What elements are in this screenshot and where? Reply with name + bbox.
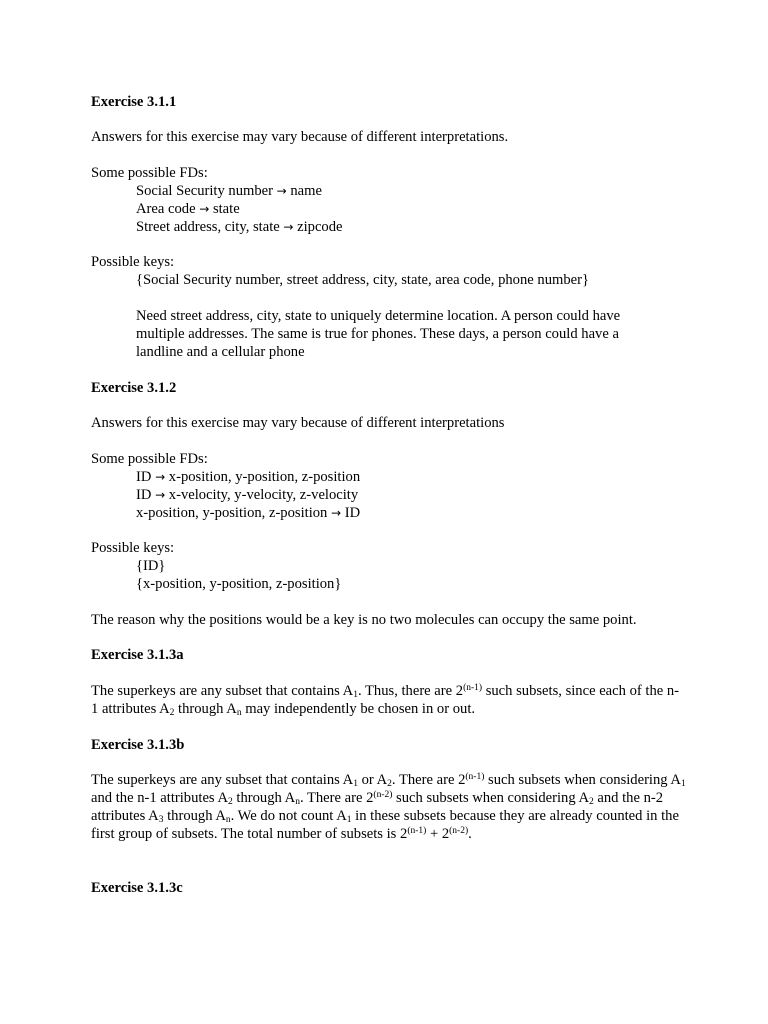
exercise-heading: Exercise 3.1.3b bbox=[91, 737, 185, 753]
fd-item: Area code → state bbox=[136, 200, 240, 217]
keys-label: Possible keys: bbox=[91, 254, 175, 270]
arrow-icon: → bbox=[331, 505, 342, 520]
arrow-icon: → bbox=[199, 201, 210, 216]
exercise-heading: Exercise 3.1.1 bbox=[91, 94, 177, 110]
key-item: {x-position, y-position, z-position} bbox=[136, 576, 342, 592]
fd-list bbox=[91, 469, 736, 523]
paragraph: The reason why the positions would be a key is no two molecules can occupy the same point. bbox=[91, 612, 637, 628]
paragraph: The superkeys are any subset that contains $A_1$. Thus, there are 2$^{(n-1)}$ such subsets, since each of the n-1 attributes $A_2$ through $A_n$ may independently be chosen in or out. bbox=[91, 683, 680, 718]
fd-item: Street address, city, state → zipcode bbox=[136, 218, 343, 235]
fds-label: Some possible FDs: bbox=[91, 451, 208, 467]
paragraph: Answers for this exercise may vary because of different interpretations. bbox=[91, 129, 509, 145]
paragraph: Answers for this exercise may vary because of different interpretations bbox=[91, 415, 505, 431]
exercise-heading: Exercise 3.1.2 bbox=[91, 380, 177, 396]
fd-item: ID → x-position, y-position, z-position bbox=[136, 469, 361, 485]
fd-item: Social Security number → name bbox=[136, 183, 322, 199]
fd-item: x-position, y-position, z-position → ID bbox=[136, 504, 361, 521]
key-item: {Social Security number, street address, city, state, area code, phone number} bbox=[136, 272, 589, 288]
fds-label: Some possible FDs: bbox=[91, 165, 208, 181]
exercise-heading: Exercise 3.1.3c bbox=[91, 880, 183, 896]
arrow-icon: → bbox=[276, 184, 287, 198]
exercise-heading: Exercise 3.1.3a bbox=[91, 647, 184, 663]
arrow-icon: → bbox=[155, 487, 166, 502]
arrow-icon: → bbox=[155, 470, 166, 484]
arrow-icon: → bbox=[283, 219, 294, 234]
paragraph: The superkeys are any subset that contains $A_1$ or $A_2$. There are 2$^{(n-1)}$ such subsets when considering $A_1$ and the n-1 attributes $A_2$ through $A_n$. There are 2$^{(n-2)}$ such subsets when considering $A_2$ and the n-2 attributes $A_3$ through $A_n$. We do not count $A_1$ in these subsets because they are already counted in the first group of subsets. The total number of subsets is $2^{(n-1)} + 2^{(n-2)}$. bbox=[91, 772, 686, 842]
fd-item: ID → x-velocity, y-velocity, z-velocity bbox=[136, 486, 359, 503]
fd-list bbox=[91, 183, 736, 237]
key-item: {ID} bbox=[136, 558, 166, 574]
note-paragraph: Need street address, city, state to uniquely determine location. A person could have multiple addresses. The same is true for phones. These days, a person could have a landline and a cellular phone bbox=[136, 308, 621, 360]
keys-label: Possible keys: bbox=[91, 540, 175, 556]
